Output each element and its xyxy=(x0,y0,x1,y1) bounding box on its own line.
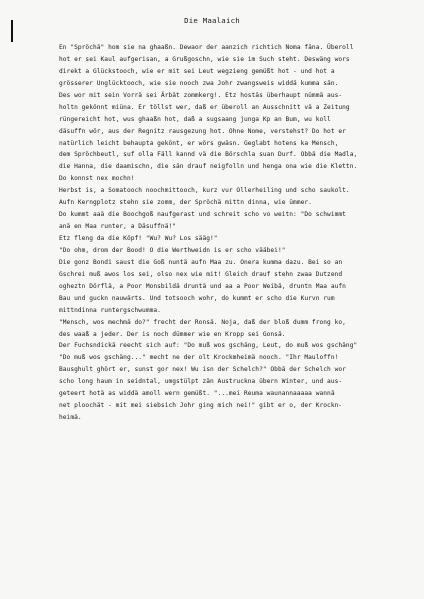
text-line: Etz fleng da die Köpf! "Wu? Wu? Los sääg!" xyxy=(59,235,218,242)
text-line: däsuffn wör, aus der Regnitz rausgezung hot. Ohne Nome, verstehst? Do hot er xyxy=(59,127,346,135)
text-line: Des wor mit sein Vorrä sei Ärbät zommkerg!. Etz hostäs überhaupt nümmä aus- xyxy=(59,91,343,99)
text-line: En "Spröchä" hom sie na ghaaßn. Dewaor der aanzich richtich Noma fäna. Überoll xyxy=(59,44,354,51)
text-line: dem Spröchbeutl, suf olla Fäll kannd vä die Börschla suan Durf. Obbä die Madla, xyxy=(59,151,358,159)
text-line: "Mensch, wos mechmä do?" frecht der Ronsä. Noja, daß der bloß dumm frong ko, xyxy=(59,318,346,326)
text-line: hot er sei Kaul aufgerisan, a Grußgoschn, wie sie im Such steht. Deswäng wors xyxy=(59,55,350,63)
document-body xyxy=(59,42,419,424)
text-line: des waaß a jeder. Der is noch dümmer wie en Kropp sei Gonsä. xyxy=(59,330,286,338)
text-line: "Do muß wos gschäng..." mecht ne der olt Krockmheimä nooch. "Ihr Mauloffn! xyxy=(59,354,339,362)
text-line: geteert hotä as widdä amoll wern gemüßt. "...mei Reuma waunannaaaaa wannä xyxy=(59,390,335,398)
document-title: Die Maalaich xyxy=(184,16,240,25)
text-line: grösserer Unglücktooch, wie sie nooch zwa Johr zwangsweis widdä kumma sän. xyxy=(59,79,339,87)
text-line: Do kummt aaä die Boochgoß naufgerast und schreit scho vo weitn: "Do schwimmt xyxy=(59,211,346,219)
text-line: Do konnst nex mochn! xyxy=(59,175,135,183)
text-line: natürlich leicht behaupta gekönt, er wörs gwäsn. Geglabt hotens ka Mensch, xyxy=(59,139,339,147)
text-line: Die gonz Bondi saust die Goß nuntä aufn Maa zu. Onera kumma dazu. Bei so an xyxy=(59,258,343,266)
text-line: Bausghult ghört er, sunst gor nex! Wu isn der Schelch?" Obbä der Schelch wor xyxy=(59,366,346,374)
text-line: mittndinna runtergschwumma. xyxy=(59,306,161,314)
text-line: die Hanna, die daamischn, die sän drauf neigfolln und henga ona wie die Klettn. xyxy=(59,163,358,171)
text-line: ogheztn Dörflä, a Poor Monsbildä druntä und aa a Poor Weibä, druntn Maa aufn xyxy=(59,282,346,290)
text-line: Aufn Kerngplotz stehn sie zomm, der Spröchä mittn dinna, wie ümmer. xyxy=(59,199,312,207)
text-line: heimä. xyxy=(59,414,82,422)
text-line: "Do ohm, drom der Bood! O die Werthweidn is er scho vääbei!" xyxy=(59,246,286,254)
text-line: Gschrei muß awos los sei, olso nex wie mit! Gleich drauf stehn zwaa Dutzend xyxy=(59,270,343,278)
text-line: anä en Maa runter, a Däsuffnä!" xyxy=(59,223,177,231)
text-line: holtn gekönnt miüna. Er töllst wer, daß er überoll an Ausschnitt vä a Zeitung xyxy=(59,103,350,111)
text-line: net ploochät - mit mei siebsich Johr ging mich nei!" gibt er o, der Krockn- xyxy=(59,402,343,410)
text-line: Bau und guckn nauwärts. Und totsooch wohr, do kummt er scho die Kurvn rum xyxy=(59,294,335,302)
text-line: Herbst is, a Somatooch noochmittooch, kurz vur Ollerheiling und scho saukolt. xyxy=(59,187,350,195)
text-line: scho long haum in seidntal, umgstülpt zän Austruckna übern Winter, und aus- xyxy=(59,378,343,386)
text-line: rüngereicht hot, wus ghaaßn hot, daß a sugsaang junga Kp an Bum, wu koll xyxy=(59,115,331,123)
text-line: Der Fuchsndickä reecht sich auf: "Do muß wos gschäng, Leut, do muß wos gschäng" xyxy=(59,342,358,350)
text-line: direkt a Glückstooch, wie er mit sei Leut wegzieng gemüßt hot - und hot a xyxy=(59,67,335,75)
